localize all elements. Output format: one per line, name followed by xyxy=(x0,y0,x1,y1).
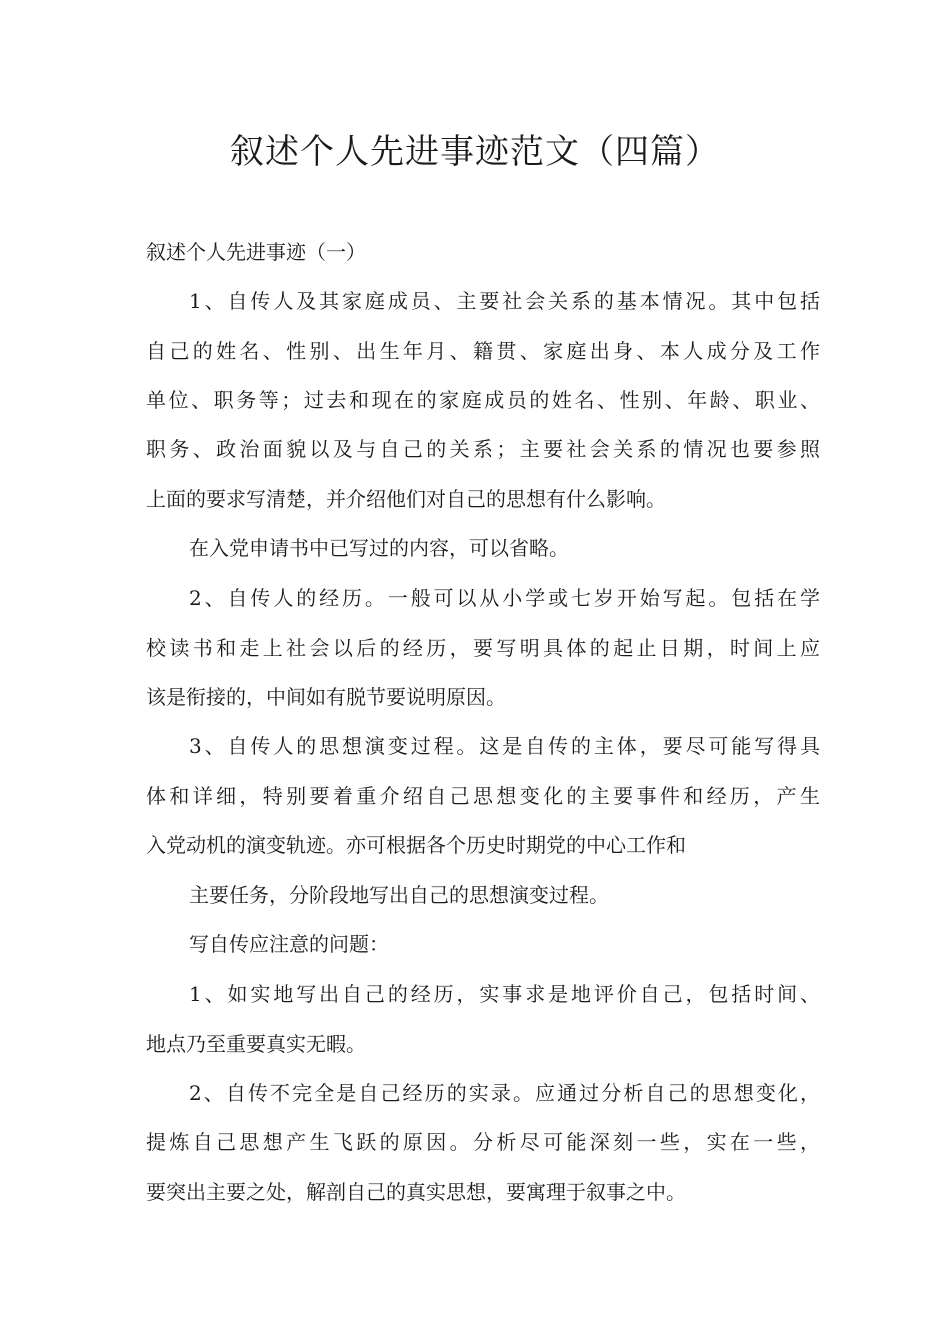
paragraph-line: 上面的要求写清楚，并介绍他们对自己的思想有什么影响。 xyxy=(146,487,666,511)
subheading-line: 写自传应注意的问题： xyxy=(189,932,389,956)
paragraph-line: 该是衔接的，中间如有脱节要说明原因。 xyxy=(146,685,506,709)
paragraph-line: 自己的姓名、性别、出生年月、籍贯、家庭出身、本人成分及工作 xyxy=(146,339,820,363)
section-heading: 叙述个人先进事迹（一） xyxy=(146,240,366,264)
paragraph-line: 2、自传不完全是自己经历的实录。应通过分析自己的思想变化， xyxy=(189,1081,820,1105)
paragraph-line: 地点乃至重要真实无暇。 xyxy=(146,1032,366,1056)
paragraph-line: 主要任务，分阶段地写出自己的思想演变过程。 xyxy=(189,883,609,907)
paragraph-line: 2、自传人的经历。一般可以从小学或七岁开始写起。包括在学 xyxy=(189,586,820,610)
paragraph-line: 单位、职务等；过去和现在的家庭成员的姓名、性别、年龄、职业、 xyxy=(146,388,820,412)
paragraph-line: 职务、政治面貌以及与自己的关系；主要社会关系的情况也要参照 xyxy=(146,437,820,461)
paragraph-line: 提炼自己思想产生飞跃的原因。分析尽可能深刻一些，实在一些， xyxy=(146,1130,820,1154)
paragraph-line: 体和详细，特别要着重介绍自己思想变化的主要事件和经历，产生 xyxy=(146,784,820,808)
paragraph-line: 3、自传人的思想演变过程。这是自传的主体，要尽可能写得具 xyxy=(189,734,820,758)
paragraph-line: 1、如实地写出自己的经历，实事求是地评价自己，包括时间、 xyxy=(189,982,820,1006)
paragraph-line: 1、自传人及其家庭成员、主要社会关系的基本情况。其中包括 xyxy=(189,289,820,313)
document-title: 叙述个人先进事迹范文（四篇） xyxy=(230,132,720,172)
paragraph-line: 要突出主要之处，解剖自己的真实思想，要寓理于叙事之中。 xyxy=(146,1180,686,1204)
paragraph-line: 在入党申请书中已写过的内容，可以省略。 xyxy=(189,536,569,560)
paragraph-line: 校读书和走上社会以后的经历，要写明具体的起止日期，时间上应 xyxy=(146,636,820,660)
paragraph-line: 入党动机的演变轨迹。亦可根据各个历史时期党的中心工作和 xyxy=(146,833,686,857)
